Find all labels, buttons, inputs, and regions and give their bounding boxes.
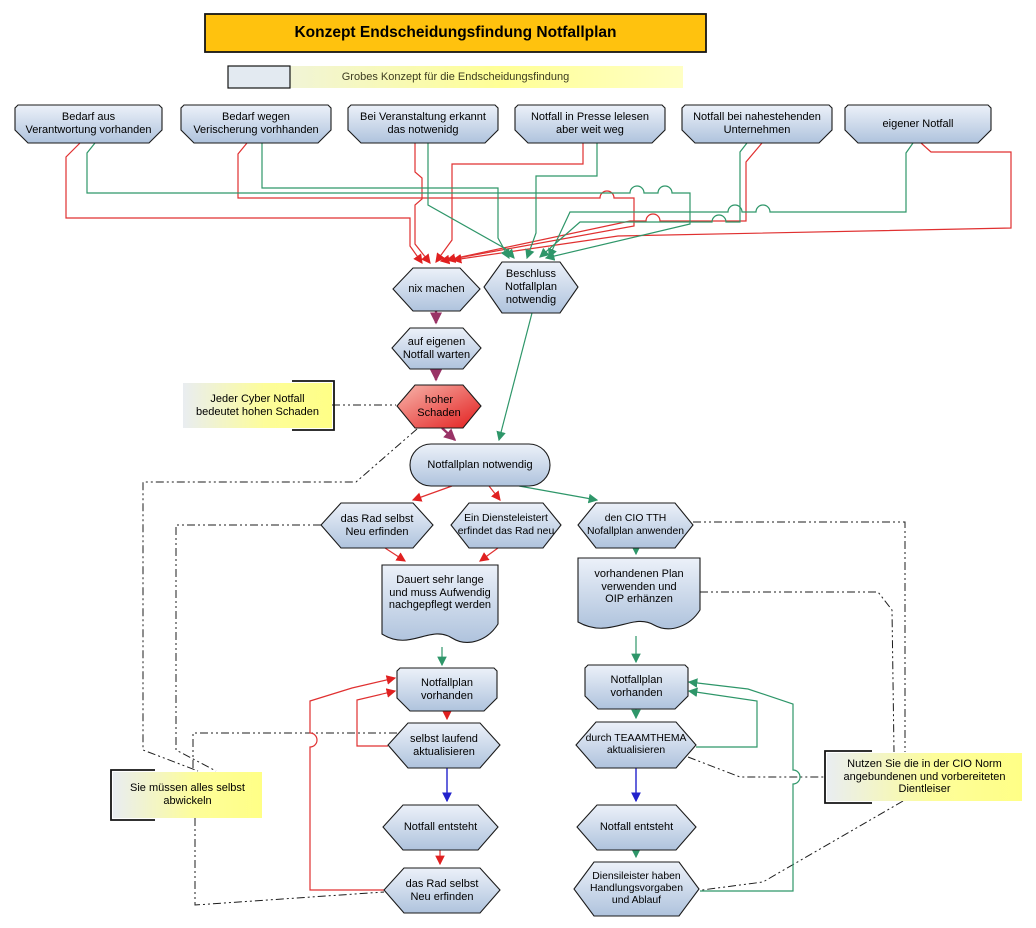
node-plan-vorhanden-rechts: Notfallplan vorhanden	[610, 674, 663, 699]
legend-label: Grobes Konzept für die Endscheidungsfindung	[341, 70, 570, 83]
source-eigener-notfall: eigener Notfall	[882, 117, 954, 130]
callout-cio-norm: Nutzen Sie die in der CIO Norm angebundenen und vorbereiteten Dientleiser	[843, 757, 1006, 796]
node-hoher-schaden: hoher Schaden	[417, 393, 461, 419]
node-notfall-entsteht-rechts: Notfall entsteht	[599, 821, 674, 834]
node-rad-neu-unten: das Rad selbst Neu erfinden	[405, 877, 479, 903]
legend-swatch	[228, 66, 290, 88]
title-box	[205, 14, 706, 52]
callout-shapes	[111, 381, 1022, 820]
diagram-title: Konzept Endscheidungsfindung Notfallplan	[294, 23, 617, 41]
blue-connectors	[447, 768, 636, 801]
node-selbst-aktualisieren: selbst laufend aktualisieren	[410, 732, 478, 758]
source-bedarf-versicherung: Bedarf wegen Verischerung vorhhanden	[193, 111, 319, 136]
source-bedarf-verantwortung: Bedarf aus Verantwortung vorhanden	[25, 111, 152, 136]
node-beschluss-notfallplan: Beschluss Notfallplan notwendig	[505, 268, 557, 306]
node-notfall-entsteht-links: Notfall entsteht	[403, 821, 478, 834]
node-cio-tth: den CIO TTH Nofallplan anwenden	[586, 513, 685, 537]
source-presse: Notfall in Presse lelesen aber weit weg	[530, 111, 649, 136]
source-veranstaltung: Bei Veranstaltung erkannt das notwenidg	[360, 111, 486, 136]
callout-selbst-abwickeln: Sie müssen alles selbst abwickeln	[130, 782, 245, 807]
legend-strip	[228, 66, 683, 88]
node-notfallplan-notwendig: Notfallplan notwendig	[427, 458, 533, 471]
node-nix-machen: nix machen	[408, 283, 465, 296]
node-plan-vorhanden-links: Notfallplan vorhanden	[421, 676, 473, 702]
node-vorhandener-plan: vorhandenen Plan verwenden und OIP erhänzen	[594, 567, 684, 606]
node-rad-neu-erfinden: das Rad selbst Neu erfinden	[340, 512, 414, 538]
source-nahestehende: Notfall bei nahestehenden Unternehmen	[693, 111, 821, 136]
node-dauert-lange: Dauert sehr lange und muss Aufwendig nachgepflegt werden	[388, 573, 492, 612]
node-dienstleister-rad: Ein Diensteleistert erfindet das Rad neu	[457, 513, 555, 537]
callout-cyber-notfall: Jeder Cyber Notfall bedeutet hohen Schaden	[196, 392, 319, 418]
node-dienstleister-unten: Diensileister haben Handlungsvorgaben und Ablauf	[589, 870, 683, 907]
node-auf-eigenen-notfall: auf eigenen Notfall warten	[402, 335, 471, 361]
node-team-aktualisieren: durch TEAAMTHEMA aktualisieren	[585, 732, 687, 756]
